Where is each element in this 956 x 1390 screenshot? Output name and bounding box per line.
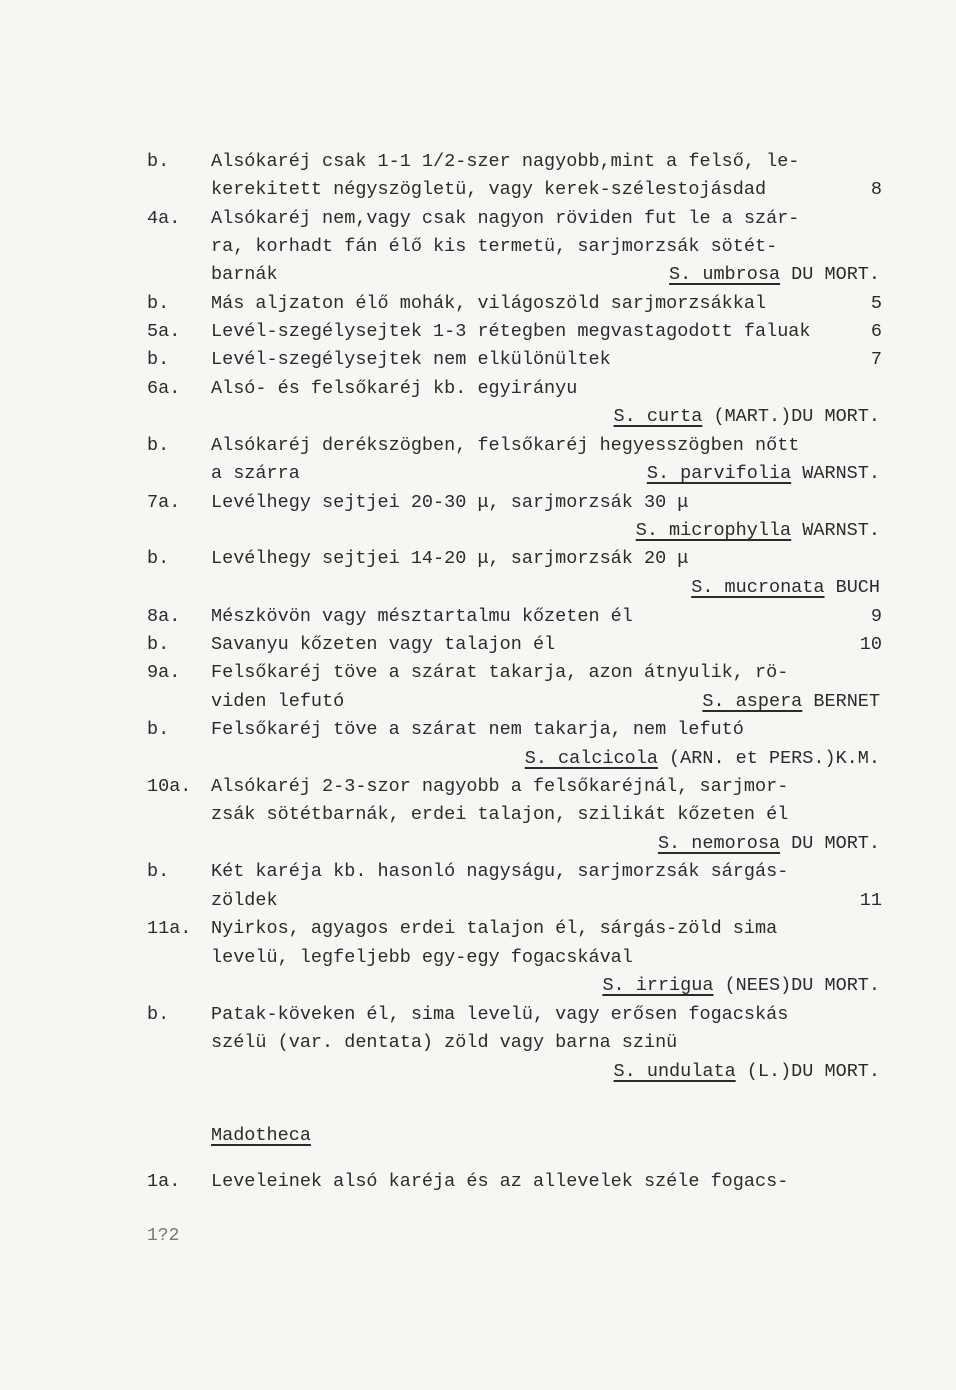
key-line	[0, 773, 956, 801]
species-name: S. aspera	[702, 691, 803, 712]
key-target-number: 9	[870, 606, 882, 627]
key-line	[0, 432, 956, 460]
key-line	[0, 403, 956, 431]
species-author: (ARN. et PERS.)K.M.	[657, 748, 880, 769]
key-line	[0, 574, 956, 602]
species-author: BERNET	[802, 691, 880, 712]
species-author: BUCH	[824, 577, 880, 598]
key-target-number: 11	[859, 890, 882, 911]
section-title	[0, 1122, 956, 1150]
key-line	[0, 745, 956, 773]
key-line	[0, 375, 956, 403]
key-text: kerekitett négyszögletü, vagy kerek-szélestojásdad	[211, 179, 767, 200]
key-line	[0, 858, 956, 886]
key-line	[0, 318, 956, 346]
species-name: S. umbrosa	[669, 264, 781, 285]
key-text: Alsó- és felsőkaréj kb. egyirányu	[211, 378, 578, 399]
key-line	[0, 489, 956, 517]
key-label: b.	[147, 1004, 170, 1025]
key-label: 10a.	[147, 776, 192, 797]
key-line	[0, 887, 956, 915]
key-line	[0, 460, 956, 488]
species-author: (NEES)DU MORT.	[713, 975, 880, 996]
species-name-block	[669, 261, 880, 289]
key-label: 8a.	[147, 606, 181, 627]
species-name: S. nemorosa	[657, 833, 781, 854]
species-author: DU MORT.	[780, 264, 880, 285]
key-target-number: 8	[870, 179, 882, 200]
key-text: Alsókaréj derékszögben, felsőkaréj hegyesszögben nőtt	[211, 435, 800, 456]
key-label: b.	[147, 861, 170, 882]
page-number: 1?2	[147, 1226, 180, 1246]
key-line	[0, 1029, 956, 1057]
species-name-block	[658, 830, 880, 858]
key-text: Alsókaréj 2-3-szor nagyobb a felsőkaréjnál, sarjmor-	[211, 776, 789, 797]
key-label: b.	[147, 548, 170, 569]
species-author: DU MORT.	[780, 833, 880, 854]
key-text: Levél-szegélysejtek 1-3 rétegben megvastagodott faluak	[211, 321, 811, 342]
key-text: Patak-köveken él, sima levelü, vagy erősen fogacskás	[211, 1004, 789, 1025]
key-label: b.	[147, 435, 170, 456]
species-name-block	[636, 517, 880, 545]
key-text: Más aljzaton élő mohák, világoszöld sarjmorzsákkal	[211, 293, 767, 314]
key-text: a szárra	[211, 463, 300, 484]
key-line	[0, 545, 956, 573]
key-text: Alsókaréj csak 1-1 1/2-szer nagyobb,mint a felső, le-	[211, 151, 800, 172]
key-line	[0, 944, 956, 972]
key-label: 4a.	[147, 208, 181, 229]
key-text: Mészkövön vagy mésztartalmu kőzeten él	[211, 606, 633, 627]
key-line	[0, 659, 956, 687]
key-line	[0, 716, 956, 744]
key-line	[0, 1168, 956, 1196]
key-text: Nyirkos, agyagos erdei talajon él, sárgás-zöld sima	[211, 918, 778, 939]
key-text: viden lefutó	[211, 691, 345, 712]
species-author: (L.)DU MORT.	[735, 1061, 880, 1082]
key-line	[0, 346, 956, 374]
section-title-text: Madotheca	[211, 1125, 311, 1146]
key-text: Felsőkaréj töve a szárat takarja, azon átnyulik, rö-	[211, 662, 789, 683]
species-name-block	[691, 574, 880, 602]
species-name: S. curta	[613, 406, 703, 427]
key-text: Levél-szegélysejtek nem elkülönültek	[211, 349, 611, 370]
key-line	[0, 205, 956, 233]
species-name: S. microphylla	[635, 520, 792, 541]
species-name-block	[647, 460, 880, 488]
key-line	[0, 176, 956, 204]
key-text: zöldek	[211, 890, 278, 911]
species-name-block	[702, 688, 880, 716]
species-name: S. irrigua	[602, 975, 714, 996]
key-label: b.	[147, 151, 170, 172]
key-target-number: 5	[870, 293, 882, 314]
key-target-number: 10	[859, 634, 882, 655]
key-label: b.	[147, 349, 170, 370]
key-line	[0, 517, 956, 545]
species-name: S. undulata	[613, 1061, 736, 1082]
key-text: Felsőkaréj töve a szárat nem takarja, nem lefutó	[211, 719, 744, 740]
species-name-block	[602, 972, 880, 1000]
key-line	[0, 233, 956, 261]
key-line	[0, 603, 956, 631]
key-label: b.	[147, 719, 170, 740]
species-name: S. calcicola	[524, 748, 658, 769]
key-label: 9a.	[147, 662, 181, 683]
key-line	[0, 972, 956, 1000]
key-line	[0, 915, 956, 943]
species-name-block	[525, 745, 880, 773]
key-line	[0, 631, 956, 659]
species-name-block	[614, 403, 880, 431]
key-text: Alsókaréj nem,vagy csak nagyon röviden fut le a szár-	[211, 208, 800, 229]
key-text: szélü (var. dentata) zöld vagy barna szinü	[211, 1032, 678, 1053]
key-label: 6a.	[147, 378, 181, 399]
key-label: b.	[147, 634, 170, 655]
species-author: WARNST.	[791, 463, 880, 484]
key-line	[0, 290, 956, 318]
key-text: ra, korhadt fán élő kis termetü, sarjmorzsák sötét-	[211, 236, 778, 257]
species-author: WARNST.	[791, 520, 880, 541]
key-line	[0, 688, 956, 716]
key-text: Levélhegy sejtjei 20-30 μ, sarjmorzsák 30 μ	[211, 492, 689, 513]
key-label: 1a.	[147, 1171, 181, 1192]
key-line	[0, 830, 956, 858]
key-label: 11a.	[147, 918, 192, 939]
species-name: S. mucronata	[691, 577, 825, 598]
key-label: b.	[147, 293, 170, 314]
key-line	[0, 261, 956, 289]
key-line	[0, 148, 956, 176]
key-line	[0, 1058, 956, 1086]
key-target-number: 7	[870, 349, 882, 370]
key-text: Két karéja kb. hasonló nagyságu, sarjmorzsák sárgás-	[211, 861, 789, 882]
key-label: 5a.	[147, 321, 181, 342]
key-text: Leveleinek alsó karéja és az allevelek széle fogacs-	[211, 1171, 789, 1192]
species-name-block	[614, 1058, 880, 1086]
key-label: 7a.	[147, 492, 181, 513]
key-text: Savanyu kőzeten vagy talajon él	[211, 634, 556, 655]
species-author: (MART.)DU MORT.	[702, 406, 880, 427]
key-text: levelü, legfeljebb egy-egy fogacskával	[211, 947, 633, 968]
key-line	[0, 801, 956, 829]
key-target-number: 6	[870, 321, 882, 342]
key-text: barnák	[211, 264, 278, 285]
key-text: Levélhegy sejtjei 14-20 μ, sarjmorzsák 20 μ	[211, 548, 689, 569]
key-line	[0, 1001, 956, 1029]
key-text: zsák sötétbarnák, erdei talajon, szilikát kőzeten él	[211, 804, 789, 825]
species-name: S. parvifolia	[646, 463, 792, 484]
